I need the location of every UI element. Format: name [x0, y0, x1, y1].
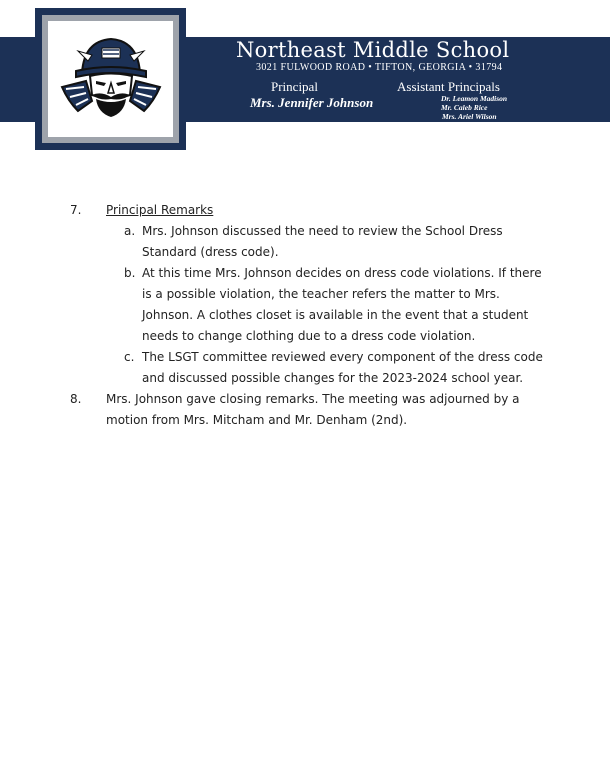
agenda-item [0, 389, 610, 431]
principal-name: Mrs. Jennifer Johnson [250, 95, 374, 110]
sub-item-text: At this time Mrs. Johnson decides on dress code violations. If there is a possible violation, the teacher refers the matter to Mrs. Johnson. A clothes closet is available in the event that a student needs to change clothing due to a dress code violation. [142, 266, 542, 343]
item-number: 8. [70, 392, 82, 406]
mascot-logo-icon [48, 21, 173, 137]
sub-item-letter: c. [124, 350, 135, 364]
sub-item [124, 221, 544, 263]
agenda-item [0, 200, 610, 221]
school-name: Northeast Middle School [236, 38, 510, 62]
assistant-principal-name: Mrs. Ariel Wilson [442, 112, 497, 121]
sub-item-text: The LSGT committee reviewed every component of the dress code and discussed possible changes for the 2023-2024 school year. [142, 350, 543, 385]
item-title: Principal Remarks [106, 203, 214, 217]
sub-item-text: Mrs. Johnson discussed the need to review the School Dress Standard (dress code). [142, 224, 503, 259]
item-text: Mrs. Johnson gave closing remarks. The meeting was adjourned by a motion from Mrs. Mitcham and Mr. Denham (2nd). [106, 392, 520, 427]
sub-item-letter: b. [124, 266, 136, 280]
sub-item-letter: a. [124, 224, 136, 238]
sub-item [124, 347, 544, 389]
logo-frame [35, 8, 186, 150]
sub-item [124, 263, 544, 347]
assistant-principals-title: Assistant Principals [397, 79, 500, 94]
school-address: 3021 FULWOOD ROAD • TIFTON, GEORGIA • 31794 [256, 62, 503, 73]
principal-title: Principal [271, 79, 318, 94]
item-number: 7. [70, 203, 82, 217]
assistant-principal-name: Mr. Caleb Rice [441, 103, 488, 112]
minutes-body [0, 200, 610, 431]
assistant-principal-name: Dr. Leamon Madison [441, 94, 508, 103]
assistant-principal-names [441, 94, 561, 121]
